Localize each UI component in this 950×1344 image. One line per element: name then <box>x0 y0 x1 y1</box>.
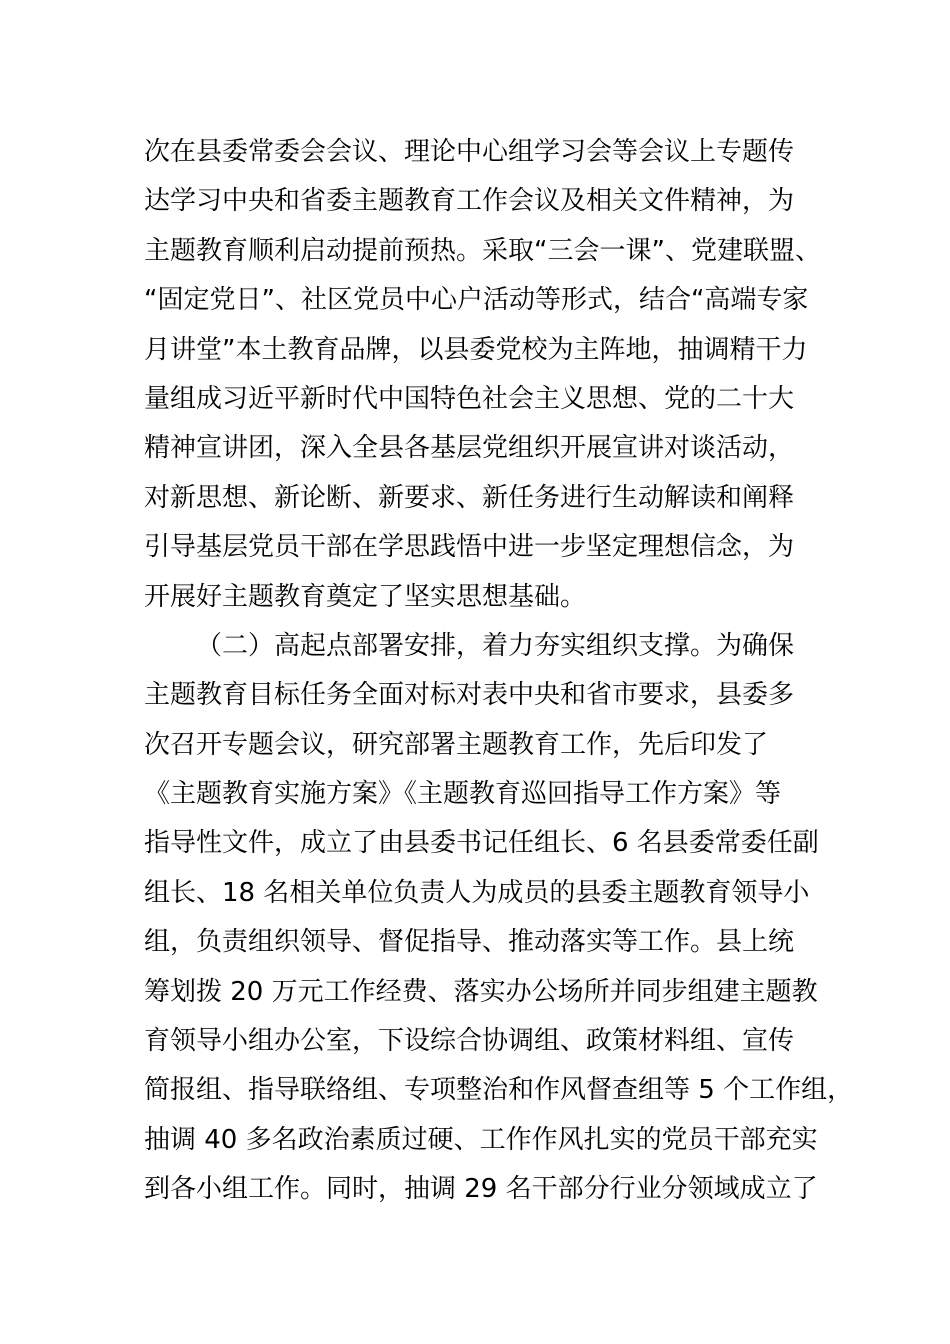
text-line: 次在县委常委会会议、理论中心组学习会等会议上专题传 <box>144 137 795 167</box>
text-line: 引导基层党员干部在学思践悟中进一步坚定理想信念，为 <box>144 532 795 563</box>
text-line: 《主题教育实施方案》《主题教育巡回指导工作方案》等 <box>144 779 782 810</box>
text-line: 主题教育目标任务全面对标对表中央和省市要求，县委多 <box>144 680 795 711</box>
text-line: 主题教育顺利启动提前预热。采取“三会一课”、党建联盟、 <box>144 235 821 266</box>
text-line: 月讲堂”本土教育品牌，以县委党校为主阵地，抽调精干力 <box>144 334 808 365</box>
text-line: 量组成习近平新时代中国特色社会主义思想、党的二十大 <box>144 383 795 414</box>
text-line: 达学习中央和省委主题教育工作会议及相关文件精神，为 <box>144 186 795 217</box>
text-line: 对新思想、新论断、新要求、新任务进行生动解读和阐释 <box>144 482 795 513</box>
text-line: 组，负责组织领导、督促指导、推动落实等工作。县上统 <box>144 927 795 958</box>
text-line: 抽调 40 多名政治素质过硬、工作作风扎实的党员干部充实 <box>144 1124 818 1155</box>
section-heading-line: （二）高起点部署安排，着力夯实组织支撑。为确保 <box>196 630 795 661</box>
text-line: 次召开专题会议，研究部署主题教育工作，先后印发了 <box>144 729 769 760</box>
document-body <box>144 128 854 1215</box>
text-line: 组长、18 名相关单位负责人为成员的县委主题教育领导小 <box>144 877 810 908</box>
text-line: 筹划拨 20 万元工作经费、落实办公场所并同步组建主题教 <box>144 976 818 1007</box>
text-line: 简报组、指导联络组、专项整治和作风督查组等 5 个工作组， <box>144 1075 854 1106</box>
text-line: 育领导小组办公室，下设综合协调组、政策材料组、宣传 <box>144 1026 795 1057</box>
text-line: 指导性文件，成立了由县委书记任组长、6 名县委常委任副 <box>144 828 819 859</box>
text-line: 到各小组工作。同时，抽调 29 名干部分行业分领域成立了 <box>144 1174 818 1205</box>
text-line: 开展好主题教育奠定了坚实思想基础。 <box>144 581 587 612</box>
text-line: “固定党日”、社区党员中心户活动等形式，结合“高端专家 <box>144 285 809 316</box>
text-line: 精神宣讲团，深入全县各基层党组织开展宣讲对谈活动， <box>144 433 795 464</box>
